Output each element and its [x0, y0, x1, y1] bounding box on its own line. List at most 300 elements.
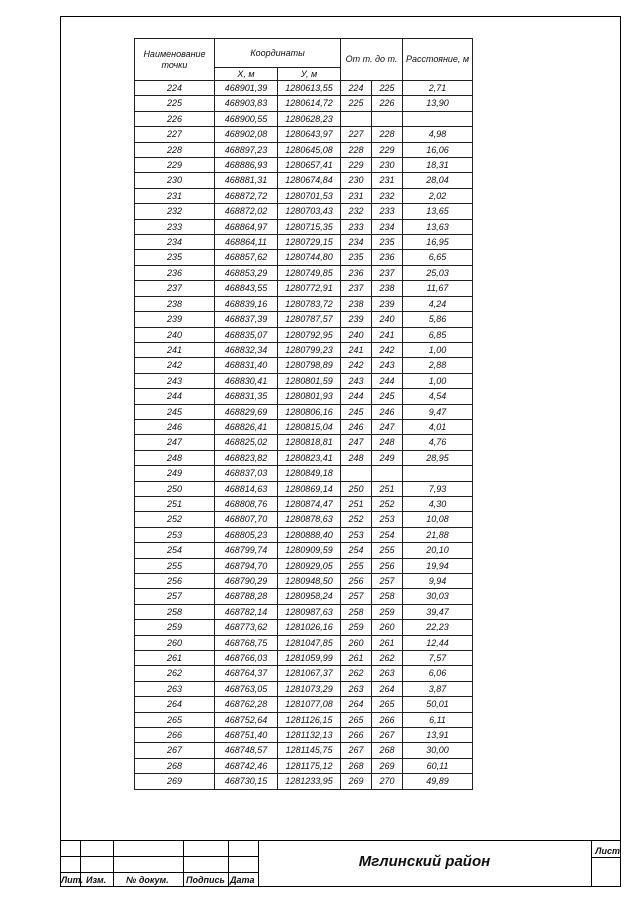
cell-y: 1280744,80 [278, 250, 341, 265]
cell-y: 1281067,37 [278, 666, 341, 681]
cell-point: 265 [135, 712, 215, 727]
table-row [135, 296, 473, 311]
cell-x: 468748,57 [215, 743, 278, 758]
table-row [135, 188, 473, 203]
cell-from: 224 [341, 81, 372, 96]
cell-point: 250 [135, 481, 215, 496]
cell-point: 235 [135, 250, 215, 265]
cell-distance: 60,11 [403, 758, 473, 773]
cell-to: 247 [372, 419, 403, 434]
cell-from: 246 [341, 419, 372, 434]
cell-x: 468900,55 [215, 111, 278, 126]
cell-y: 1281026,16 [278, 620, 341, 635]
cell-from: 228 [341, 142, 372, 157]
cell-distance: 9,47 [403, 404, 473, 419]
cell-to: 230 [372, 158, 403, 173]
cell-from: 267 [341, 743, 372, 758]
cell-y: 1280878,63 [278, 512, 341, 527]
cell-x: 468886,93 [215, 158, 278, 173]
cell-to: 243 [372, 358, 403, 373]
table-row [135, 496, 473, 511]
cell-distance: 20,10 [403, 543, 473, 558]
cell-x: 468864,11 [215, 235, 278, 250]
cell-from: 236 [341, 265, 372, 280]
table-row [135, 312, 473, 327]
cell-from: 260 [341, 635, 372, 650]
label-sheet: Лист [595, 846, 620, 856]
header-from-to: От т. до т. [341, 39, 403, 81]
cell-point: 252 [135, 512, 215, 527]
cell-to: 236 [372, 250, 403, 265]
cell-x: 468830,41 [215, 373, 278, 388]
cell-distance: 1,00 [403, 373, 473, 388]
cell-x: 468901,39 [215, 81, 278, 96]
cell-point: 267 [135, 743, 215, 758]
cell-from: 240 [341, 327, 372, 342]
cell-y: 1280701,53 [278, 188, 341, 203]
cell-from: 230 [341, 173, 372, 188]
table-row [135, 774, 473, 789]
cell-to: 237 [372, 265, 403, 280]
cell-point: 262 [135, 666, 215, 681]
table-row [135, 466, 473, 481]
cell-x: 468829,69 [215, 404, 278, 419]
cell-x: 468730,15 [215, 774, 278, 789]
cell-y: 1280657,41 [278, 158, 341, 173]
cell-to: 263 [372, 666, 403, 681]
cell-y: 1281126,15 [278, 712, 341, 727]
cell-distance: 13,63 [403, 219, 473, 234]
cell-to: 269 [372, 758, 403, 773]
cell-to: 266 [372, 712, 403, 727]
cell-y: 1280783,72 [278, 296, 341, 311]
cell-from: 259 [341, 620, 372, 635]
cell-distance: 5,86 [403, 312, 473, 327]
cell-x: 468881,31 [215, 173, 278, 188]
table-row [135, 281, 473, 296]
cell-y: 1281059,99 [278, 651, 341, 666]
cell-x: 468835,07 [215, 327, 278, 342]
table-row [135, 481, 473, 496]
label-doc-no: № докум. [126, 875, 169, 885]
cell-distance: 19,94 [403, 558, 473, 573]
cell-from: 225 [341, 96, 372, 111]
cell-point: 263 [135, 681, 215, 696]
cell-y: 1281132,13 [278, 728, 341, 743]
table-row [135, 158, 473, 173]
cell-y: 1281077,08 [278, 697, 341, 712]
cell-point: 264 [135, 697, 215, 712]
cell-to: 270 [372, 774, 403, 789]
document-title: Мглинский район [358, 853, 491, 870]
cell-x: 468837,03 [215, 466, 278, 481]
cell-x: 468872,02 [215, 204, 278, 219]
cell-distance: 28,04 [403, 173, 473, 188]
cell-to: 265 [372, 697, 403, 712]
cell-from: 243 [341, 373, 372, 388]
table-row [135, 219, 473, 234]
cell-from: 244 [341, 389, 372, 404]
cell-y: 1280888,40 [278, 527, 341, 542]
cell-from [341, 111, 372, 126]
cell-to: 229 [372, 142, 403, 157]
label-lit: Лит. [61, 875, 84, 885]
cell-distance: 13,91 [403, 728, 473, 743]
cell-distance: 4,24 [403, 296, 473, 311]
cell-distance: 4,76 [403, 435, 473, 450]
table-row [135, 419, 473, 434]
cell-point: 238 [135, 296, 215, 311]
table-row [135, 666, 473, 681]
table-row [135, 728, 473, 743]
cell-to: 231 [372, 173, 403, 188]
coordinates-table [134, 38, 473, 790]
cell-to [372, 466, 403, 481]
table-row [135, 111, 473, 126]
header-y: У, м [278, 68, 341, 81]
cell-y: 1280792,95 [278, 327, 341, 342]
table-row [135, 373, 473, 388]
cell-from: 263 [341, 681, 372, 696]
cell-x: 468808,76 [215, 496, 278, 511]
cell-point: 255 [135, 558, 215, 573]
cell-x: 468763,05 [215, 681, 278, 696]
cell-point: 257 [135, 589, 215, 604]
cell-x: 468823,82 [215, 450, 278, 465]
cell-from: 261 [341, 651, 372, 666]
cell-point: 237 [135, 281, 215, 296]
cell-distance: 4,54 [403, 389, 473, 404]
cell-to: 234 [372, 219, 403, 234]
cell-from: 247 [341, 435, 372, 450]
cell-point: 251 [135, 496, 215, 511]
cell-from: 235 [341, 250, 372, 265]
cell-x: 468864,97 [215, 219, 278, 234]
cell-to: 226 [372, 96, 403, 111]
cell-from: 233 [341, 219, 372, 234]
cell-distance: 9,94 [403, 574, 473, 589]
cell-distance: 22,23 [403, 620, 473, 635]
cell-point: 239 [135, 312, 215, 327]
cell-y: 1280614,72 [278, 96, 341, 111]
cell-y: 1280703,43 [278, 204, 341, 219]
cell-from: 234 [341, 235, 372, 250]
cell-distance: 16,06 [403, 142, 473, 157]
cell-to: 238 [372, 281, 403, 296]
cell-to: 240 [372, 312, 403, 327]
cell-x: 468768,75 [215, 635, 278, 650]
cell-point: 240 [135, 327, 215, 342]
cell-from: 254 [341, 543, 372, 558]
cell-x: 468788,28 [215, 589, 278, 604]
cell-y: 1281047,85 [278, 635, 341, 650]
table-row [135, 450, 473, 465]
cell-from: 258 [341, 604, 372, 619]
header-coordinates: Координаты [215, 39, 341, 68]
cell-x: 468752,64 [215, 712, 278, 727]
cell-to: 235 [372, 235, 403, 250]
cell-y: 1280801,93 [278, 389, 341, 404]
cell-x: 468853,29 [215, 265, 278, 280]
cell-distance: 3,87 [403, 681, 473, 696]
cell-y: 1280869,14 [278, 481, 341, 496]
cell-y: 1280613,55 [278, 81, 341, 96]
cell-x: 468799,74 [215, 543, 278, 558]
cell-point: 269 [135, 774, 215, 789]
cell-from: 268 [341, 758, 372, 773]
cell-y: 1280715,35 [278, 219, 341, 234]
cell-from: 264 [341, 697, 372, 712]
cell-to: 249 [372, 450, 403, 465]
cell-x: 468826,41 [215, 419, 278, 434]
table-row [135, 712, 473, 727]
cell-x: 468832,34 [215, 342, 278, 357]
cell-distance: 6,06 [403, 666, 473, 681]
cell-to: 232 [372, 188, 403, 203]
cell-y: 1280749,85 [278, 265, 341, 280]
cell-y: 1280909,59 [278, 543, 341, 558]
cell-point: 260 [135, 635, 215, 650]
cell-to: 233 [372, 204, 403, 219]
cell-to: 242 [372, 342, 403, 357]
cell-distance: 16,95 [403, 235, 473, 250]
cell-distance: 12,44 [403, 635, 473, 650]
cell-x: 468902,08 [215, 127, 278, 142]
table-row [135, 558, 473, 573]
cell-point: 234 [135, 235, 215, 250]
cell-x: 468843,55 [215, 281, 278, 296]
cell-y: 1280799,23 [278, 342, 341, 357]
cell-y: 1280798,89 [278, 358, 341, 373]
table-row [135, 543, 473, 558]
cell-to: 254 [372, 527, 403, 542]
cell-point: 243 [135, 373, 215, 388]
cell-to: 268 [372, 743, 403, 758]
cell-point: 231 [135, 188, 215, 203]
cell-y: 1280948,50 [278, 574, 341, 589]
cell-point: 259 [135, 620, 215, 635]
cell-x: 468764,37 [215, 666, 278, 681]
cell-to: 244 [372, 373, 403, 388]
cell-x: 468751,40 [215, 728, 278, 743]
table-row [135, 81, 473, 96]
cell-to [372, 111, 403, 126]
cell-point: 245 [135, 404, 215, 419]
cell-from: 227 [341, 127, 372, 142]
cell-distance: 7,57 [403, 651, 473, 666]
cell-y: 1280801,59 [278, 373, 341, 388]
cell-point: 254 [135, 543, 215, 558]
cell-to: 255 [372, 543, 403, 558]
cell-from: 248 [341, 450, 372, 465]
cell-point: 246 [135, 419, 215, 434]
table-row [135, 389, 473, 404]
cell-point: 249 [135, 466, 215, 481]
cell-distance [403, 111, 473, 126]
cell-point: 261 [135, 651, 215, 666]
cell-point: 268 [135, 758, 215, 773]
cell-distance: 6,11 [403, 712, 473, 727]
cell-from: 265 [341, 712, 372, 727]
cell-from: 242 [341, 358, 372, 373]
cell-distance: 6,85 [403, 327, 473, 342]
cell-y: 1280729,15 [278, 235, 341, 250]
cell-point: 248 [135, 450, 215, 465]
cell-from: 255 [341, 558, 372, 573]
table-row [135, 681, 473, 696]
header-x: X, м [215, 68, 278, 81]
table-row [135, 574, 473, 589]
cell-from: 239 [341, 312, 372, 327]
cell-y: 1280806,16 [278, 404, 341, 419]
table-row [135, 512, 473, 527]
cell-point: 258 [135, 604, 215, 619]
cell-point: 229 [135, 158, 215, 173]
table-row [135, 527, 473, 542]
table-row [135, 635, 473, 650]
cell-from [341, 466, 372, 481]
cell-point: 266 [135, 728, 215, 743]
cell-x: 468782,14 [215, 604, 278, 619]
table-row [135, 250, 473, 265]
cell-y: 1281073,29 [278, 681, 341, 696]
cell-distance: 39,47 [403, 604, 473, 619]
cell-distance: 30,00 [403, 743, 473, 758]
cell-distance: 6,65 [403, 250, 473, 265]
cell-y: 1281175,12 [278, 758, 341, 773]
cell-y: 1280643,97 [278, 127, 341, 142]
cell-point: 256 [135, 574, 215, 589]
cell-point: 253 [135, 527, 215, 542]
cell-from: 232 [341, 204, 372, 219]
header-point-name: Наименование точки [135, 39, 215, 81]
cell-x: 468897,23 [215, 142, 278, 157]
cell-from: 262 [341, 666, 372, 681]
cell-x: 468825,02 [215, 435, 278, 450]
cell-to: 246 [372, 404, 403, 419]
cell-x: 468773,62 [215, 620, 278, 635]
cell-from: 229 [341, 158, 372, 173]
label-date: Дата [230, 875, 255, 885]
cell-from: 256 [341, 574, 372, 589]
cell-distance: 10,08 [403, 512, 473, 527]
cell-to: 228 [372, 127, 403, 142]
cell-from: 269 [341, 774, 372, 789]
cell-to: 253 [372, 512, 403, 527]
table-row [135, 204, 473, 219]
cell-x: 468807,70 [215, 512, 278, 527]
table-row [135, 651, 473, 666]
table-row [135, 265, 473, 280]
cell-y: 1280849,18 [278, 466, 341, 481]
table-row [135, 342, 473, 357]
cell-to: 267 [372, 728, 403, 743]
cell-distance: 50,01 [403, 697, 473, 712]
cell-y: 1280787,57 [278, 312, 341, 327]
header-distance: Расстояние, м [403, 39, 473, 81]
cell-to: 241 [372, 327, 403, 342]
cell-point: 247 [135, 435, 215, 450]
cell-distance: 13,90 [403, 96, 473, 111]
cell-from: 237 [341, 281, 372, 296]
cell-from: 241 [341, 342, 372, 357]
cell-x: 468766,03 [215, 651, 278, 666]
cell-y: 1280815,04 [278, 419, 341, 434]
table-body [135, 81, 473, 790]
table-row [135, 435, 473, 450]
cell-y: 1280987,63 [278, 604, 341, 619]
cell-x: 468872,72 [215, 188, 278, 203]
cell-distance: 13,65 [403, 204, 473, 219]
table-row [135, 743, 473, 758]
cell-to: 264 [372, 681, 403, 696]
cell-from: 238 [341, 296, 372, 311]
cell-from: 250 [341, 481, 372, 496]
table-row [135, 96, 473, 111]
cell-y: 1280628,23 [278, 111, 341, 126]
cell-to: 256 [372, 558, 403, 573]
cell-from: 253 [341, 527, 372, 542]
cell-distance: 2,88 [403, 358, 473, 373]
label-signature: Подпись [186, 875, 225, 885]
cell-point: 228 [135, 142, 215, 157]
cell-x: 468831,40 [215, 358, 278, 373]
cell-x: 468837,39 [215, 312, 278, 327]
cell-to: 225 [372, 81, 403, 96]
cell-distance: 21,88 [403, 527, 473, 542]
table-row [135, 404, 473, 419]
cell-distance: 11,67 [403, 281, 473, 296]
cell-from: 231 [341, 188, 372, 203]
cell-point: 227 [135, 127, 215, 142]
cell-x: 468762,28 [215, 697, 278, 712]
cell-x: 468790,29 [215, 574, 278, 589]
cell-x: 468805,23 [215, 527, 278, 542]
cell-from: 245 [341, 404, 372, 419]
cell-y: 1280772,91 [278, 281, 341, 296]
cell-point: 241 [135, 342, 215, 357]
cell-x: 468857,62 [215, 250, 278, 265]
cell-from: 251 [341, 496, 372, 511]
cell-point: 233 [135, 219, 215, 234]
cell-distance: 4,01 [403, 419, 473, 434]
cell-point: 242 [135, 358, 215, 373]
table-row [135, 173, 473, 188]
cell-x: 468839,16 [215, 296, 278, 311]
cell-point: 226 [135, 111, 215, 126]
cell-to: 257 [372, 574, 403, 589]
cell-distance: 30,03 [403, 589, 473, 604]
cell-to: 248 [372, 435, 403, 450]
cell-distance: 18,31 [403, 158, 473, 173]
cell-y: 1281233,95 [278, 774, 341, 789]
cell-to: 251 [372, 481, 403, 496]
cell-to: 239 [372, 296, 403, 311]
cell-distance: 1,00 [403, 342, 473, 357]
cell-distance: 7,93 [403, 481, 473, 496]
cell-point: 244 [135, 389, 215, 404]
cell-y: 1280674,84 [278, 173, 341, 188]
cell-to: 260 [372, 620, 403, 635]
cell-from: 252 [341, 512, 372, 527]
cell-to: 261 [372, 635, 403, 650]
cell-point: 225 [135, 96, 215, 111]
cell-x: 468794,70 [215, 558, 278, 573]
table-row [135, 620, 473, 635]
table-row [135, 142, 473, 157]
cell-point: 232 [135, 204, 215, 219]
cell-y: 1280818,81 [278, 435, 341, 450]
